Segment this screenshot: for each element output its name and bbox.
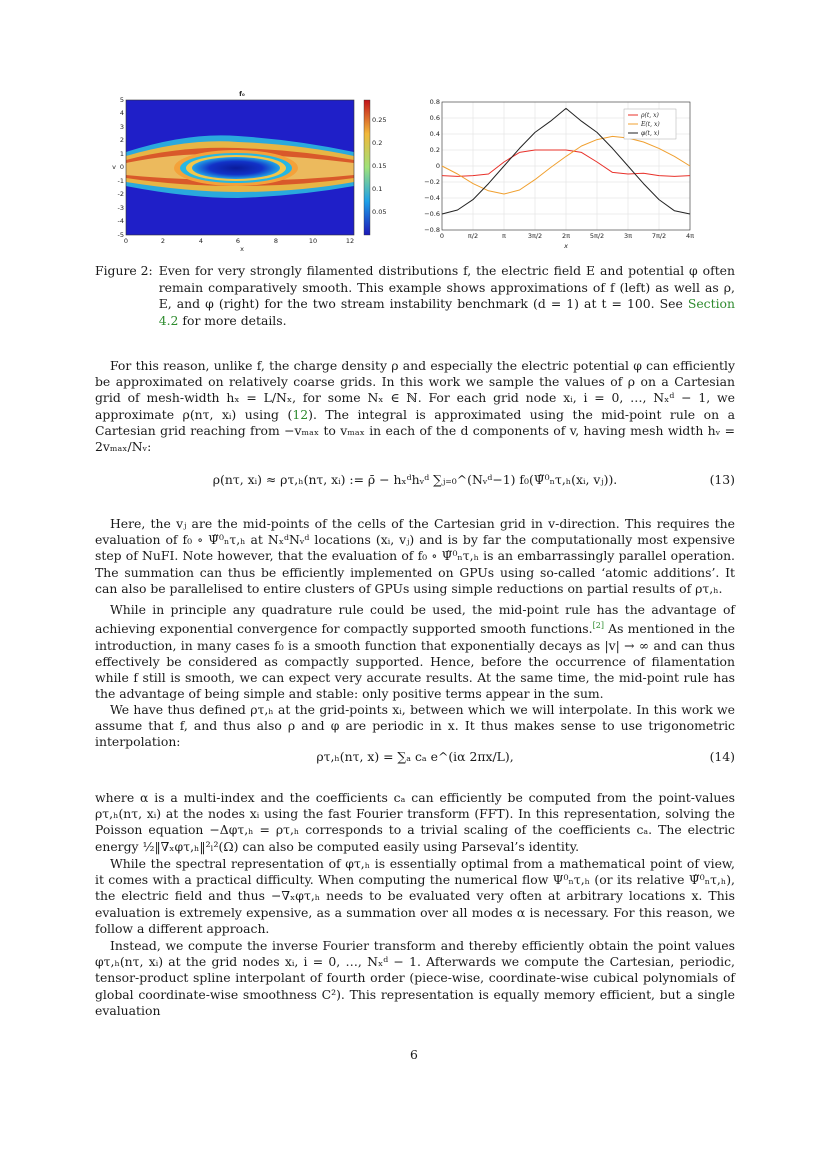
x-tick: π/2	[467, 232, 479, 240]
rho-E-phi-line-chart	[418, 96, 698, 252]
y-tick: 0	[435, 162, 440, 170]
y-tick: -4	[117, 217, 124, 225]
x-tick: 0	[123, 237, 129, 245]
y-tick: -3	[117, 204, 124, 212]
y-tick: −0.4	[424, 194, 440, 202]
page-number: 6	[410, 1047, 418, 1062]
paragraph	[95, 358, 735, 455]
paragraph-text: For this reason, unlike f, the charge density ρ and especially the electric potential φ can efficiently be approximated on relatively coarse grids. In this work we sample the values of ρ on a Cartesian grid of mesh-width hₓ = L/Nₓ, for some Nₓ ∈ ℕ. For each grid node xᵢ, i = 0, …, Nₓᵈ − 1, we approximate ρ(nτ, xᵢ) using (	[95, 358, 735, 422]
x-tick: 4π	[685, 232, 695, 240]
paragraph-text: ). The integral is approximated using the mid-point rule on a Cartesian grid reaching from −vₘₐₓ to vₘₐₓ in each of the d components of v, having mesh width hᵥ = 2vₘₐₓ/Nᵥ:	[95, 406, 735, 455]
caption-label: Figure 2:	[95, 263, 153, 278]
x-axis-label: x	[240, 245, 244, 253]
y-tick: 2	[119, 136, 124, 144]
legend-phi: φ(t, x)	[641, 130, 660, 137]
x-tick: 3π	[623, 232, 633, 240]
legend-E: E(t, x)	[641, 121, 660, 128]
colorbar-tick: 0.25	[372, 116, 386, 124]
paragraph: Here, the vⱼ are the mid-points of the cells of the Cartesian grid in v-direction. This requires the evaluation of f₀ ∘ Ψ̃⁰ₙτ,ₕ at NₓᵈNᵥᵈ locations (xᵢ, vⱼ) and is by far the computationally most expensive step of NuFI. Note however, that the evaluation of f₀ ∘ Ψ̃⁰ₙτ,ₕ is an embarrassingly parallel operation. The summation can thus be efficiently implemented on GPUs using so-called ‘atomic additions’. It can also be parallelised to entire clusters of GPUs using simple reductions on partial results of ρτ,ₕ.	[95, 516, 735, 596]
y-tick: 5	[119, 96, 124, 104]
colorbar-tick: 0.1	[372, 185, 383, 193]
paragraph-text: While in principle any quadrature rule could be used, the mid-point rule has the advantage of achieving exponential convergence for compactly supported smooth functions.	[95, 602, 735, 637]
equation-14	[95, 749, 735, 764]
caption-text: Even for very strongly filamented distributions f, the electric field E and potential φ often remain comparatively smooth. This example shows approximations of f (left) as well as ρ, E, and φ (right) for the two stream instability benchmark (d = 1) at t = 100. See	[158, 263, 735, 311]
equation-14-text: ρτ,ₕ(nτ, x) = ∑ₐ cₐ e^(iα 2πx/L),	[316, 749, 514, 764]
figure-left-panel	[108, 88, 386, 254]
equation-14-number: (14)	[709, 749, 735, 764]
y-tick: −0.6	[424, 210, 440, 218]
equation-13-number: (13)	[709, 472, 735, 487]
y-tick: 0	[119, 163, 124, 171]
citation-reference[interactable]: [2]	[592, 621, 604, 631]
y-tick: -1	[117, 177, 124, 185]
y-tick: 4	[119, 109, 124, 117]
phase-space-heatmap	[108, 88, 386, 254]
paragraph: We have thus defined ρτ,ₕ at the grid-points xᵢ, between which we will interpolate. In this work we assume that f, and thus also ρ and φ are periodic in x. It thus makes sense to use trigonometric interpolation:	[95, 702, 735, 750]
equation-13	[95, 472, 735, 487]
y-tick: -2	[117, 190, 124, 198]
paragraph: Instead, we compute the inverse Fourier transform and thereby efficiently obtain the point values φτ,ₕ(nτ, xᵢ) at the grid nodes xᵢ, i = 0, …, Nₓᵈ − 1. Afterwards we compute the Cartesian, periodic, tensor-product spline interpolant of fourth order (piece-wise, coordinate-wise cubical polynomials of global coordinate-wise smoothness C²). This representation is equally memory efficient, but a single evaluation	[95, 938, 735, 1018]
paragraph-text: As mentioned in the introduction, in many cases f₀ is a smooth function that exponentially decays as |v| → ∞ and can thus effectively be considered as compactly supported. Hence, before the occurrence of filamentation while f still is smooth, we can expect very accurate results. At the same time, the mid-point rule has the advantage of being simple and stable: only positive terms appear in the sum.	[95, 621, 735, 702]
x-tick: 10	[308, 237, 318, 245]
x-tick: 2π	[561, 232, 571, 240]
x-tick: 0	[439, 232, 445, 240]
colorbar-tick: 0.05	[372, 208, 386, 216]
figure-caption	[95, 263, 735, 329]
caption-text-end: for more details.	[178, 312, 287, 328]
y-tick: 0.6	[429, 114, 440, 122]
equation-13-text: ρ(nτ, xᵢ) ≈ ρτ,ₕ(nτ, xᵢ) := ρ̄ − hₓᵈhᵥᵈ ∑ⱼ₌₀^(Nᵥᵈ−1) f₀(Ψ̃⁰ₙτ,ₕ(xᵢ, vⱼ)).	[212, 472, 618, 487]
x-tick: 6	[235, 237, 241, 245]
x-tick: 2	[160, 237, 166, 245]
colorbar	[364, 100, 370, 235]
x-tick: π	[502, 232, 506, 240]
paragraph	[95, 602, 735, 702]
y-tick: 3	[119, 123, 124, 131]
y-tick: −0.2	[424, 178, 440, 186]
paragraph: While the spectral representation of φτ,ₕ is essentially optimal from a mathematical point of view, it comes with a practical difficulty. When computing the numerical flow Ψ⁰ₙτ,ₕ (or its relative Ψ̃⁰ₙτ,ₕ), the electric field and thus −∇ₓφτ,ₕ needs to be evaluated very often at arbitrary locations x. This evaluation is extremely expensive, as a summation over all modes α is necessary. For this reason, we follow a different approach.	[95, 856, 735, 936]
x-tick: 7π/2	[651, 232, 667, 240]
y-tick: 0.8	[429, 98, 440, 106]
x-tick: 12	[345, 237, 355, 245]
figure-right-panel	[418, 96, 698, 252]
paragraph: where α is a multi-index and the coefficients cₐ can efficiently be computed from the point-values ρτ,ₕ(nτ, xᵢ) at the nodes xᵢ using the fast Fourier transform (FFT). In this representation, solving the Poisson equation −Δφτ,ₕ = ρτ,ₕ corresponds to a trivial scaling of the coefficients cₐ. The electric energy ½‖∇ₓφτ,ₕ‖²ₗ²(Ω) can also be computed easily using Parseval’s identity.	[95, 790, 735, 854]
x-axis-label: x	[564, 242, 568, 250]
caption-section-link[interactable]: Section 4.2	[158, 296, 735, 328]
y-axis-label: v	[112, 163, 116, 171]
y-tick: 0.4	[429, 130, 440, 138]
colorbar-tick: 0.15	[372, 162, 386, 170]
x-tick: 8	[273, 237, 279, 245]
x-tick: 5π/2	[589, 232, 605, 240]
colorbar-tick: 0.2	[372, 139, 383, 147]
y-tick: -5	[117, 231, 124, 239]
chart-legend	[624, 109, 676, 139]
y-tick: 0.2	[429, 146, 440, 154]
y-tick: 1	[119, 150, 124, 158]
heatmap-title: f₀	[239, 90, 245, 98]
y-tick: −0.8	[424, 226, 440, 234]
x-tick: 4	[198, 237, 204, 245]
equation-reference[interactable]: 12	[292, 406, 309, 422]
x-tick: 3π/2	[527, 232, 543, 240]
legend-rho: ρ(t, x)	[641, 112, 659, 119]
